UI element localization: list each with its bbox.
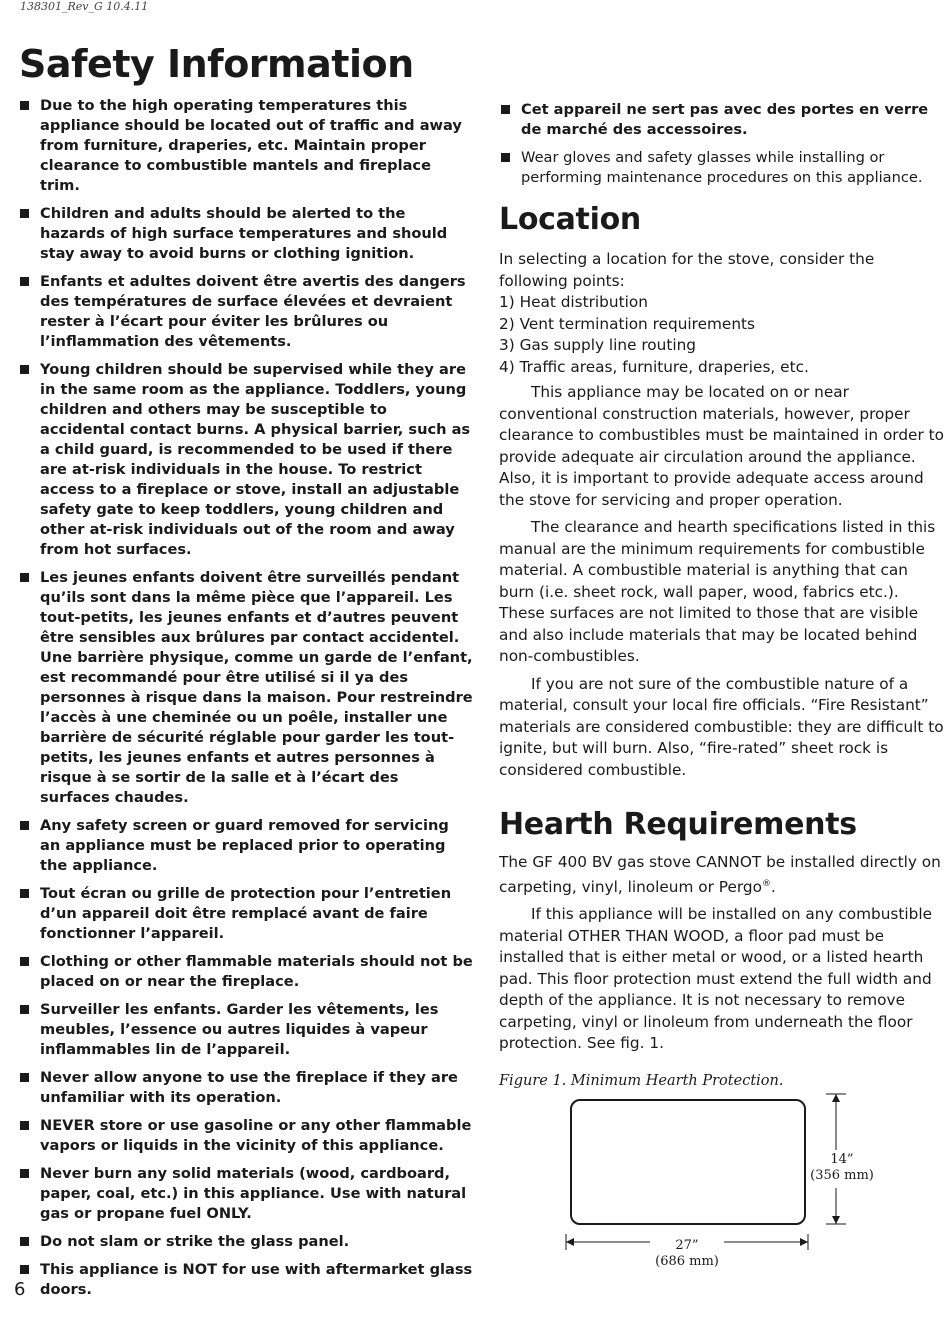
bullet-square-icon bbox=[20, 1169, 29, 1178]
page-title: Safety Information bbox=[19, 42, 414, 86]
location-points bbox=[499, 292, 944, 378]
safety-item-text: Surveiller les enfants. Garder les vêtements, les meubles, l’essence ou autres liquides à vapeur inflammables lin de l’appareil. bbox=[40, 1001, 439, 1058]
bullet-square-icon bbox=[20, 277, 29, 286]
safety-item bbox=[18, 1260, 473, 1300]
right-column bbox=[499, 96, 944, 1089]
safety-item bbox=[499, 148, 944, 188]
location-paragraph: If you are not sure of the combustible nature of a material, consult your local fire officials. “Fire Resistant” materials are considered combustible: they are difficult to ignite, but will burn. Also, “fire-rated” sheet rock is considered combustible. bbox=[499, 674, 944, 779]
bullet-square-icon bbox=[20, 365, 29, 374]
safety-list-right bbox=[499, 100, 944, 188]
safety-item bbox=[18, 272, 473, 352]
safety-item bbox=[18, 1000, 473, 1060]
location-paragraph: The clearance and hearth specifications listed in this manual are the minimum requirements for combustible material. A combustible material is anything that can burn (i.e. sheet rock, wall paper, wood, fabrics etc.). These surfaces are not limited to those that are visible and also include materials that may be located behind non-combustibles. bbox=[499, 518, 936, 665]
safety-item-text: Clothing or other flammable materials should not be placed on or near the fireplace. bbox=[40, 953, 473, 990]
safety-item-text: Due to the high operating temperatures this appliance should be located out of traffic and away from furniture, draperies, etc. Maintain proper clearance to combustible mantels and fireplace trim. bbox=[40, 97, 462, 194]
safety-list-left-column bbox=[18, 96, 473, 1308]
safety-item-text: Any safety screen or guard removed for servicing an appliance must be replaced prior to operating the appliance. bbox=[40, 817, 449, 874]
bullet-square-icon bbox=[501, 153, 510, 162]
bullet-square-icon bbox=[20, 1121, 29, 1130]
width-inches-label: 27” bbox=[675, 1238, 699, 1253]
depth-mm-label: (356 mm) bbox=[810, 1168, 874, 1183]
bullet-square-icon bbox=[20, 1237, 29, 1246]
hearth-pad-outline bbox=[571, 1100, 805, 1224]
location-point: 4) Traffic areas, furniture, draperies, etc. bbox=[499, 357, 809, 376]
location-intro: In selecting a location for the stove, consider the following points: bbox=[499, 250, 875, 290]
bullet-square-icon bbox=[20, 889, 29, 898]
safety-item-text: Children and adults should be alerted to the hazards of high surface temperatures and should stay away to avoid burns or clothing ignition. bbox=[40, 205, 448, 262]
page-number: 6 bbox=[14, 1279, 26, 1300]
arrow-right-icon bbox=[800, 1238, 808, 1246]
bullet-square-icon bbox=[20, 1073, 29, 1082]
bullet-square-icon bbox=[20, 209, 29, 218]
safety-item bbox=[18, 96, 473, 196]
bullet-square-icon bbox=[20, 573, 29, 582]
safety-item-text: Cet appareil ne sert pas avec des portes en verre de marché des accessoires. bbox=[521, 101, 929, 138]
safety-item bbox=[18, 1164, 473, 1224]
arrow-down-icon bbox=[832, 1216, 840, 1224]
arrow-left-icon bbox=[566, 1238, 574, 1246]
safety-list-left bbox=[18, 96, 473, 1300]
location-point: 1) Heat distribution bbox=[499, 293, 648, 311]
depth-inches-label: 14” bbox=[830, 1152, 854, 1167]
safety-item bbox=[18, 204, 473, 264]
hearth-paragraph-end: . bbox=[770, 877, 776, 896]
safety-item-text: Never burn any solid materials (wood, cardboard, paper, coal, etc.) in this appliance. Use with natural gas or propane fuel ONLY. bbox=[40, 1165, 467, 1222]
arrow-up-icon bbox=[832, 1094, 840, 1102]
safety-item-text: Young children should be supervised while they are in the same room as the appliance. Toddlers, young children and others may be susceptible to accidental contact burns. A physical barrier, such as a child guard, is recommended to be used if there are at-risk individuals in the house. To restrict access to a fireplace or stove, install an adjustable safety gate to keep toddlers, young children and other at-risk individuals out of the room and away from hot surfaces. bbox=[40, 361, 471, 558]
figure-caption: Figure 1. Minimum Hearth Protection. bbox=[499, 1072, 784, 1089]
safety-item bbox=[499, 100, 944, 140]
bullet-square-icon bbox=[20, 101, 29, 110]
document-code: 138301_Rev_G 10.4.11 bbox=[20, 0, 149, 13]
safety-item bbox=[18, 1068, 473, 1108]
safety-item-text: This appliance is NOT for use with aftermarket glass doors. bbox=[40, 1261, 473, 1298]
width-mm-label: (686 mm) bbox=[655, 1254, 719, 1269]
bullet-square-icon bbox=[501, 105, 510, 114]
location-paragraph: This appliance may be located on or near conventional construction materials, however, proper clearance to combustibles must be maintained in order to provide adequate air circulation around the appliance. Also, it is important to provide adequate access around the stove for servicing and proper operation. bbox=[499, 383, 944, 509]
hearth-paragraph-text: The GF 400 BV gas stove CANNOT be installed directly on carpeting, vinyl, linoleum or Pergo bbox=[499, 853, 941, 896]
safety-item-text: NEVER store or use gasoline or any other flammable vapors or liquids in the vicinity of this appliance. bbox=[40, 1117, 472, 1154]
safety-item bbox=[18, 360, 473, 560]
safety-item-text: Enfants et adultes doivent être avertis des dangers des températures de surface élevées et devraient rester à l’écart pour éviter les brûlures ou l’inflammation des vêtements. bbox=[40, 273, 466, 350]
safety-item-text: Wear gloves and safety glasses while installing or performing maintenance procedures on this appliance. bbox=[521, 149, 923, 186]
safety-item-text: Do not slam or strike the glass panel. bbox=[40, 1233, 350, 1250]
safety-item bbox=[18, 1232, 473, 1252]
bullet-square-icon bbox=[20, 1265, 29, 1274]
hearth-paragraph bbox=[499, 852, 944, 898]
location-heading: Location bbox=[499, 202, 641, 237]
safety-item bbox=[18, 816, 473, 876]
safety-item bbox=[18, 568, 473, 808]
bullet-square-icon bbox=[20, 1005, 29, 1014]
safety-item-text: Tout écran ou grille de protection pour l’entretien d’un appareil doit être remplacé avant de faire fonctionner l’appareil. bbox=[40, 885, 452, 942]
safety-item bbox=[18, 1116, 473, 1156]
bullet-square-icon bbox=[20, 821, 29, 830]
registered-mark: ® bbox=[761, 878, 771, 889]
safety-item bbox=[18, 952, 473, 992]
safety-item-text: Les jeunes enfants doivent être surveillés pendant qu’ils sont dans la même pièce que l’appareil. Les tout-petits, les jeunes enfants et d’autres peuvent être sensibles aux brûlures par contact accidentel. Une barrière physique, comme un garde de l’enfant, est recommandé pour être utilisé si il ya des personnes à risque dans la maison. Pour restreindre l’accès à une cheminée ou un poêle, installer une barrière de sécurité réglable pour garder les tout-petits, les jeunes enfants et autres personnes à risque à se sortir de la salle et à l’écart des surfaces chaudes. bbox=[40, 569, 473, 806]
bullet-square-icon bbox=[20, 957, 29, 966]
safety-item bbox=[18, 884, 473, 944]
location-point: 3) Gas supply line routing bbox=[499, 336, 696, 354]
safety-item-text: Never allow anyone to use the fireplace if they are unfamiliar with its operation. bbox=[40, 1069, 458, 1106]
hearth-heading: Hearth Requirements bbox=[499, 807, 857, 842]
location-point: 2) Vent termination requirements bbox=[499, 314, 755, 333]
hearth-paragraph: If this appliance will be installed on any combustible material OTHER THAN WOOD, a floor pad must be installed that is either metal or wood, or a listed hearth pad. This floor protection must extend the full width and depth of the appliance. It is not necessary to remove carpeting, vinyl or linoleum from underneath the floor protection. See fig. 1. bbox=[499, 905, 933, 1053]
